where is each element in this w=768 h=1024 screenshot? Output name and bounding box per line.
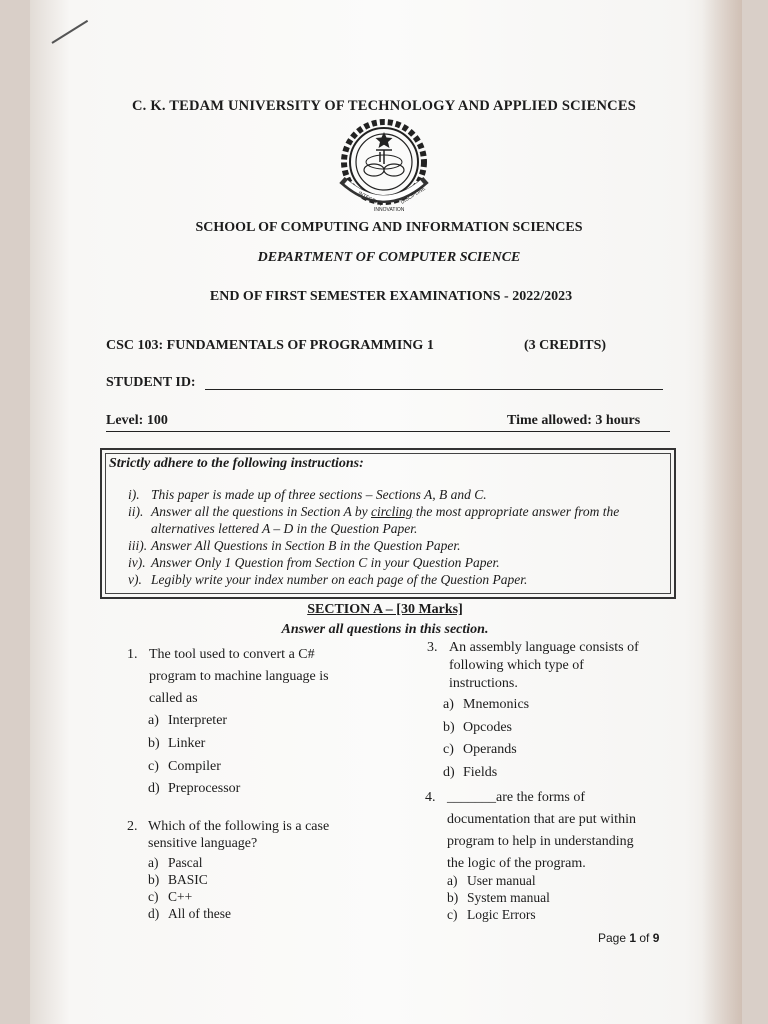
option-text: Opcodes xyxy=(463,720,512,735)
option-letter: b) xyxy=(148,736,160,751)
instruction-text: Legibly write your index number on each page of the Question Paper. xyxy=(151,572,528,587)
question-number: 4. xyxy=(425,790,436,805)
logo-motto-right: DISCIPLINE xyxy=(399,185,427,206)
instruction-text xyxy=(151,503,658,537)
student-id-field[interactable] xyxy=(205,389,663,390)
question-1-text xyxy=(149,644,369,710)
page-number xyxy=(598,931,659,945)
option-letter: c) xyxy=(148,889,159,904)
instruction-text-before: Answer all the questions in Section A by xyxy=(151,504,371,519)
student-id-label: STUDENT ID: xyxy=(106,375,196,390)
option-letter: d) xyxy=(148,781,160,796)
option-letter: c) xyxy=(443,742,454,757)
option-text: Logic Errors xyxy=(467,907,536,922)
question-number: 1. xyxy=(127,647,138,662)
q2-option-d[interactable] xyxy=(148,906,231,922)
question-line: sensitive language? xyxy=(148,836,258,851)
course-title: CSC 103: FUNDAMENTALS OF PROGRAMMING 1 xyxy=(106,338,434,353)
instructions-box xyxy=(100,448,676,599)
instructions-heading: Strictly adhere to the following instructions: xyxy=(109,456,364,471)
q2-option-b[interactable] xyxy=(148,872,208,888)
q3-option-a[interactable] xyxy=(443,697,529,713)
page-total: 9 xyxy=(652,931,660,945)
q2-option-a[interactable] xyxy=(148,855,203,871)
question-line: instructions. xyxy=(449,676,518,691)
question-line: The tool used to convert a C# xyxy=(149,647,315,662)
question-line: documentation that are put within xyxy=(447,812,636,827)
instruction-item xyxy=(128,486,658,503)
option-letter: b) xyxy=(443,720,455,735)
school-name: SCHOOL OF COMPUTING AND INFORMATION SCIENCES xyxy=(195,220,583,235)
instruction-number: ii). xyxy=(128,504,144,519)
q4-option-b[interactable] xyxy=(447,890,550,906)
question-number: 2. xyxy=(127,819,138,834)
option-text: Preprocessor xyxy=(168,781,241,796)
option-text: All of these xyxy=(168,906,231,921)
university-name: C. K. TEDAM UNIVERSITY OF TECHNOLOGY AND APPLIED SCIENCES xyxy=(132,98,636,114)
option-text: System manual xyxy=(467,890,550,905)
question-2-text xyxy=(148,818,378,852)
instruction-number: iv). xyxy=(128,555,146,570)
question-line: An assembly language consists of xyxy=(449,640,639,655)
logo-motto-center: INNOVATION xyxy=(374,207,405,213)
page-label: Page xyxy=(598,931,630,945)
option-letter: a) xyxy=(447,873,458,888)
question-2 xyxy=(127,818,138,835)
question-3-text xyxy=(449,639,669,693)
q1-option-c[interactable] xyxy=(148,759,221,775)
q1-option-b[interactable] xyxy=(148,736,205,752)
question-line: Which of the following is a case xyxy=(148,819,330,834)
question-4-text xyxy=(447,787,677,875)
q3-option-c[interactable] xyxy=(443,742,517,758)
instruction-number: v). xyxy=(128,572,142,587)
instruction-item xyxy=(128,554,658,571)
page-current: 1 xyxy=(629,931,637,945)
instruction-number: iii). xyxy=(128,538,148,553)
option-letter: c) xyxy=(148,759,159,774)
instruction-underlined-word: circling xyxy=(370,504,413,519)
option-text: Interpreter xyxy=(168,713,228,728)
instruction-item xyxy=(128,537,658,554)
instruction-number: i). xyxy=(128,487,140,502)
option-text: User manual xyxy=(467,873,536,888)
option-text: C++ xyxy=(168,889,193,904)
instruction-text: Answer All Questions in Section B in the Question Paper. xyxy=(151,538,461,553)
option-text: Fields xyxy=(463,765,498,780)
page-edge-shadow xyxy=(702,0,742,1024)
q1-option-d[interactable] xyxy=(148,781,240,797)
instruction-text-after: the most appropriate answer from the alternatives lettered A – D in the Question Paper. xyxy=(151,504,620,536)
section-subtitle: Answer all questions in this section. xyxy=(281,622,489,637)
course-credits: (3 CREDITS) xyxy=(524,338,607,353)
instruction-item xyxy=(128,571,658,588)
question-4 xyxy=(425,787,436,809)
level-label: Level: 100 xyxy=(106,413,168,428)
time-allowed: Time allowed: 3 hours xyxy=(507,413,641,428)
option-letter: a) xyxy=(148,713,159,728)
info-divider xyxy=(106,431,670,432)
question-number: 3. xyxy=(427,640,438,655)
instruction-text: Answer Only 1 Question from Section C in your Question Paper. xyxy=(151,555,500,570)
q3-option-d[interactable] xyxy=(443,765,497,781)
question-line: _______are the forms of xyxy=(447,790,586,805)
university-logo-icon xyxy=(330,116,438,218)
q2-option-c[interactable] xyxy=(148,889,192,905)
option-letter: b) xyxy=(447,890,459,905)
option-text: Pascal xyxy=(168,855,203,870)
q4-option-c[interactable] xyxy=(447,907,536,923)
instruction-text: This paper is made up of three sections – Sections A, B and C. xyxy=(151,487,487,502)
logo-motto-left: INTEGRITY xyxy=(357,190,384,209)
q3-option-b[interactable] xyxy=(443,720,512,736)
option-letter: d) xyxy=(443,765,455,780)
department-name: DEPARTMENT OF COMPUTER SCIENCE xyxy=(257,250,521,265)
option-letter: a) xyxy=(148,855,159,870)
question-line: program to help in understanding xyxy=(447,834,634,849)
question-line: the logic of the program. xyxy=(447,856,586,871)
option-letter: d) xyxy=(148,906,160,921)
question-3 xyxy=(427,639,438,657)
question-line: program to machine language is xyxy=(149,669,329,684)
question-line: called as xyxy=(149,691,198,706)
option-text: Mnemonics xyxy=(463,697,530,712)
option-text: Linker xyxy=(168,736,206,751)
option-text: Operands xyxy=(463,742,517,757)
option-letter: a) xyxy=(443,697,454,712)
section-title: SECTION A – [30 Marks] xyxy=(307,602,463,617)
option-text: BASIC xyxy=(168,872,208,887)
question-line: following which type of xyxy=(449,658,584,673)
q1-option-a[interactable] xyxy=(148,713,227,729)
question-1 xyxy=(127,644,138,666)
q4-option-a[interactable] xyxy=(447,873,536,889)
option-letter: b) xyxy=(148,872,160,887)
instruction-item xyxy=(128,503,658,537)
option-letter: c) xyxy=(447,907,458,922)
exam-title: END OF FIRST SEMESTER EXAMINATIONS - 2022/2023 xyxy=(209,289,573,304)
option-text: Compiler xyxy=(168,759,221,774)
instructions-list xyxy=(128,486,658,588)
page-of: of xyxy=(636,931,653,945)
